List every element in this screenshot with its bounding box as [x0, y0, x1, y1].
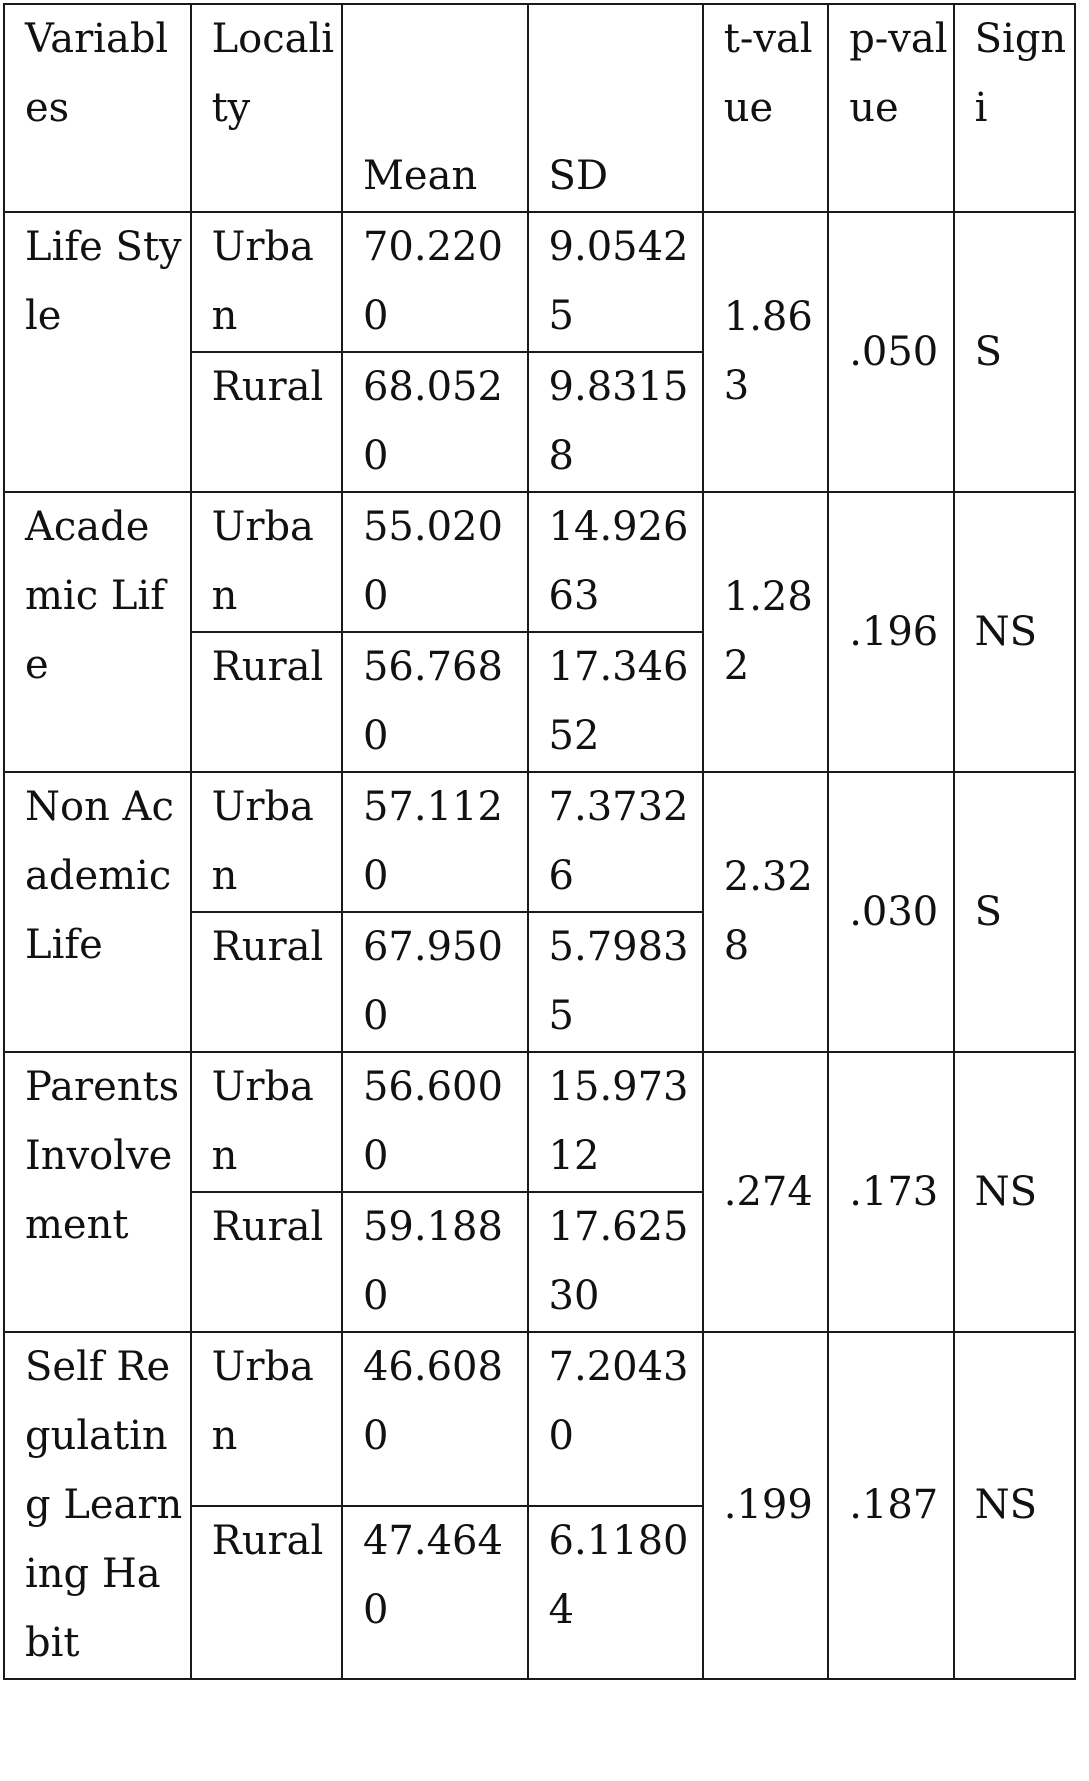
mean-cell: 70.2200 [342, 212, 528, 352]
variable-cell: Non Academic Life [4, 772, 191, 1052]
locality-cell: Urban [191, 772, 342, 912]
header-t-value: t-value [703, 4, 828, 212]
sd-cell: 17.34652 [528, 632, 703, 772]
p-value-cell: .187 [828, 1332, 953, 1679]
table-row [4, 212, 1075, 352]
table-row [4, 772, 1075, 912]
significance-cell: NS [954, 492, 1075, 772]
header-p-value: p-value [828, 4, 953, 212]
t-value-cell: 1.282 [703, 492, 828, 772]
locality-cell: Urban [191, 212, 342, 352]
mean-cell: 55.0200 [342, 492, 528, 632]
mean-cell: 67.9500 [342, 912, 528, 1052]
header-locality: Locality [191, 4, 342, 212]
table-row [4, 492, 1075, 632]
variable-cell: Self Regulating Learning Habit [4, 1332, 191, 1679]
sd-cell: 9.05425 [528, 212, 703, 352]
mean-cell: 59.1880 [342, 1192, 528, 1332]
variable-cell: Parents Involvement [4, 1052, 191, 1332]
mean-cell: 46.6080 [342, 1332, 528, 1506]
sd-cell: 17.62530 [528, 1192, 703, 1332]
sd-cell: 9.83158 [528, 352, 703, 492]
locality-cell: Rural [191, 1192, 342, 1332]
sd-cell: 7.20430 [528, 1332, 703, 1506]
variable-cell: Academic Life [4, 492, 191, 772]
sd-cell: 5.79835 [528, 912, 703, 1052]
sd-cell: 7.37326 [528, 772, 703, 912]
locality-cell: Urban [191, 492, 342, 632]
sd-cell: 14.92663 [528, 492, 703, 632]
t-value-cell: 1.863 [703, 212, 828, 492]
significance-cell: NS [954, 1052, 1075, 1332]
header-row [4, 4, 1075, 212]
mean-cell: 57.1120 [342, 772, 528, 912]
mean-cell: 56.6000 [342, 1052, 528, 1192]
p-value-cell: .050 [828, 212, 953, 492]
header-sd: SD [528, 4, 703, 212]
header-variables: Variables [4, 4, 191, 212]
locality-cell: Urban [191, 1052, 342, 1192]
header-signi: Signi [954, 4, 1075, 212]
mean-cell: 68.0520 [342, 352, 528, 492]
mean-cell: 47.4640 [342, 1506, 528, 1680]
sd-cell: 6.11804 [528, 1506, 703, 1680]
header-mean: Mean [342, 4, 528, 212]
mean-cell: 56.7680 [342, 632, 528, 772]
significance-cell: S [954, 212, 1075, 492]
locality-cell: Rural [191, 1506, 342, 1680]
results-table [3, 3, 1076, 1680]
variable-cell: Life Style [4, 212, 191, 492]
locality-cell: Rural [191, 912, 342, 1052]
locality-cell: Rural [191, 632, 342, 772]
significance-cell: NS [954, 1332, 1075, 1679]
t-value-cell: .199 [703, 1332, 828, 1679]
table-row [4, 1332, 1075, 1506]
sd-cell: 15.97312 [528, 1052, 703, 1192]
t-value-cell: .274 [703, 1052, 828, 1332]
p-value-cell: .196 [828, 492, 953, 772]
table-row [4, 1052, 1075, 1192]
significance-cell: S [954, 772, 1075, 1052]
t-value-cell: 2.328 [703, 772, 828, 1052]
p-value-cell: .030 [828, 772, 953, 1052]
locality-cell: Rural [191, 352, 342, 492]
locality-cell: Urban [191, 1332, 342, 1506]
p-value-cell: .173 [828, 1052, 953, 1332]
